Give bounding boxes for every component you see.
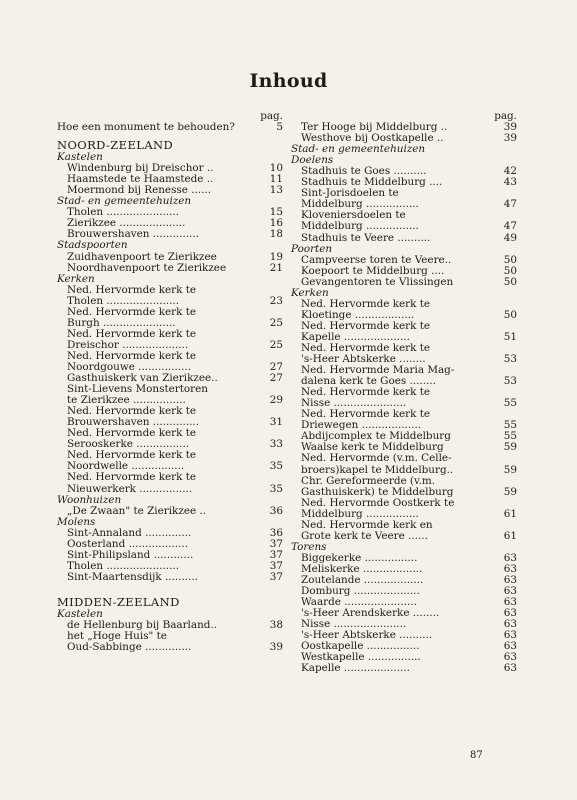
entry-page: 53 <box>503 375 517 388</box>
entry-title: Stadhuis te Goes .......... <box>301 165 427 178</box>
entry-title: Kapelle .................... <box>301 330 410 343</box>
entry-page: 63 <box>503 618 517 631</box>
entry-page: 51 <box>503 330 517 343</box>
toc-column-left <box>57 111 283 653</box>
toc-entry <box>291 465 517 476</box>
entry-page: 38 <box>269 618 283 631</box>
entry-title: „De Zwaan" te Zierikzee .. <box>67 504 207 517</box>
entry-title: Zierikzee .................... <box>67 217 186 230</box>
entry-page: 63 <box>503 596 517 609</box>
category-heading: Kerken <box>291 286 329 299</box>
entry-title: Ned. Hervormde kerk te <box>301 297 431 310</box>
entry-page: 63 <box>503 662 517 675</box>
entry-page: 35 <box>269 482 283 495</box>
entry-title: Kloetinge .................. <box>301 308 415 321</box>
entry-title: Ned. Hervormde kerk te <box>67 427 197 440</box>
entry-page: 53 <box>503 353 517 366</box>
entry-page: 55 <box>503 430 517 443</box>
entry-page: 63 <box>503 607 517 620</box>
entry-title: Brouwershaven .............. <box>67 228 200 241</box>
entry-page: 33 <box>269 438 283 451</box>
entry-page: 39 <box>269 641 283 654</box>
entry-page: 21 <box>269 261 283 274</box>
toc-entry <box>291 476 517 487</box>
entry-title: Ned. Hervormde kerk te <box>67 349 197 362</box>
entry-title: Koepoort te Middelburg .... <box>301 264 445 277</box>
entry-title: Campveerse toren te Veere.. <box>301 253 452 266</box>
entry-title: Westkapelle ................ <box>301 651 421 664</box>
toc-entry <box>291 255 517 266</box>
pag-header: pag. <box>260 110 283 122</box>
category-heading: Stad- en gemeentehuizen <box>57 195 192 208</box>
toc-entry <box>291 453 517 464</box>
entry-title: Zuidhavenpoort te Zierikzee <box>67 250 217 263</box>
toc-entry <box>57 642 283 653</box>
entry-page: 37 <box>269 559 283 572</box>
toc-entry <box>57 122 283 133</box>
entry-page: 43 <box>503 176 517 189</box>
entry-page: 55 <box>503 397 517 410</box>
entry-title: Driewegen .................. <box>301 419 422 432</box>
entry-page: 61 <box>503 507 517 520</box>
entry-title: Noordhavenpoort te Zierikzee <box>67 261 227 274</box>
entry-page: 63 <box>503 562 517 575</box>
entry-title: Moermond bij Renesse ...... <box>67 184 212 197</box>
entry-title: Westhove bij Oostkapelle .. <box>301 132 444 145</box>
entry-title: Middelburg ................ <box>301 507 419 520</box>
entry-page: 50 <box>503 308 517 321</box>
category-heading: Kastelen <box>57 607 103 620</box>
spacer <box>57 583 283 595</box>
entry-title: Tholen ...................... <box>67 294 180 307</box>
category-heading: Torens <box>291 540 327 553</box>
entry-page: 15 <box>269 206 283 219</box>
entry-title: Noordgouwe ................ <box>67 360 192 373</box>
entry-page: 35 <box>269 460 283 473</box>
entry-page: 63 <box>503 551 517 564</box>
entry-title: Tholen ...................... <box>67 206 180 219</box>
entry-title: de Hellenburg bij Baarland.. <box>67 618 218 631</box>
entry-title: Gasthuiskerk van Zierikzee.. <box>67 372 218 385</box>
entry-title: Kloveniersdoelen te <box>301 209 406 222</box>
entry-title: Ned. Hervormde kerk te <box>67 449 197 462</box>
entry-title: Dreischor .................... <box>67 338 189 351</box>
entry-title: Hoe een monument te behouden? <box>57 121 235 134</box>
category-heading: Doelens <box>291 154 334 167</box>
toc-entry <box>57 252 283 263</box>
category-heading: Woonhuizen <box>57 493 122 506</box>
toc-entry <box>57 472 283 483</box>
entry-page: 10 <box>269 162 283 175</box>
toc-entry <box>291 663 517 674</box>
entry-title: Oosterland .................. <box>67 537 189 550</box>
entry-title: Middelburg ................ <box>301 220 419 233</box>
category-heading: Poorten <box>291 242 333 255</box>
entry-title: het „Hoge Huis" te <box>67 630 167 643</box>
entry-title: Waalse kerk te Middelburg <box>301 441 444 454</box>
entry-page: 29 <box>269 394 283 407</box>
entry-title: Oostkapelle ................ <box>301 640 420 653</box>
toc-entry <box>57 263 283 274</box>
entry-title: Ned. Hervormde kerk te <box>67 305 197 318</box>
entry-title: Stadhuis te Veere .......... <box>301 231 431 244</box>
toc-entry <box>291 487 517 498</box>
entry-page: 27 <box>269 372 283 385</box>
entry-title: Ned. Hervormde kerk te <box>301 319 431 332</box>
toc-entry <box>291 233 517 244</box>
entry-page: 5 <box>276 121 283 134</box>
entry-page: 55 <box>503 419 517 432</box>
entry-title: 's-Heer Abtskerke .......... <box>301 629 433 642</box>
entry-page: 50 <box>503 253 517 266</box>
entry-title: Ned. Hervormde (v.m. Celle- <box>301 452 452 465</box>
entry-title: Serooskerke ................ <box>67 438 190 451</box>
entry-page: 11 <box>269 173 283 186</box>
entry-page: 19 <box>269 250 283 263</box>
entry-title: 's-Heer Arendskerke ........ <box>301 607 440 620</box>
region-heading: NOORD-ZEELAND <box>57 138 174 153</box>
entry-title: Brouwershaven .............. <box>67 416 200 429</box>
entry-title: Ned. Hervormde kerk te <box>301 408 431 421</box>
entry-title: Grote kerk te Veere ...... <box>301 529 428 542</box>
entry-title: Gasthuiskerk) te Middelburg <box>301 485 454 498</box>
entry-title: Ned. Hervormde kerk te <box>67 405 197 418</box>
entry-page: 47 <box>503 220 517 233</box>
entry-title: Ned. Hervormde kerk te <box>301 341 431 354</box>
category-heading: Kerken <box>57 272 95 285</box>
entry-page: 25 <box>269 316 283 329</box>
entry-title: Ned. Hervormde kerk te <box>301 386 431 399</box>
entry-page: 25 <box>269 338 283 351</box>
entry-page: 50 <box>503 264 517 277</box>
entry-title: Domburg .................... <box>301 585 420 598</box>
entry-page: 36 <box>269 504 283 517</box>
entry-title: Biggekerke ................ <box>301 551 418 564</box>
page-number: 87 <box>470 750 483 761</box>
entry-page: 31 <box>269 416 283 429</box>
entry-title: broers)kapel te Middelburg.. <box>301 463 454 476</box>
category-heading: Stadspoorten <box>57 239 128 252</box>
entry-title: Ter Hooge bij Middelburg .. <box>301 121 448 134</box>
entry-page: 50 <box>503 275 517 288</box>
entry-title: dalena kerk te Goes ........ <box>301 375 436 388</box>
page-title: Inhoud <box>249 70 328 92</box>
entry-page: 23 <box>269 294 283 307</box>
entry-title: Sint-Philipsland ............ <box>67 548 194 561</box>
entry-title: Sint-Annaland .............. <box>67 526 192 539</box>
entry-title: Haamstede te Haamstede .. <box>67 173 214 186</box>
entry-title: Oud-Sabbinge .............. <box>67 641 192 654</box>
entry-title: te Zierikzee ................ <box>67 394 186 407</box>
entry-page: 42 <box>503 165 517 178</box>
toc-entry <box>291 221 517 232</box>
pag-header: pag. <box>494 110 517 122</box>
toc-entry <box>57 484 283 495</box>
entry-title: Kapelle .................... <box>301 662 410 675</box>
entry-title: Nisse ...................... <box>301 397 407 410</box>
entry-title: Chr. Gereformeerde (v.m. <box>301 474 436 487</box>
entry-page: 63 <box>503 573 517 586</box>
entry-title: Abdijcomplex te Middelburg <box>301 430 451 443</box>
entry-page: 39 <box>503 132 517 145</box>
entry-title: Ned. Hervormde kerk te <box>67 283 197 296</box>
entry-title: Sint-Lievens Monstertoren <box>67 383 208 396</box>
entry-page: 37 <box>269 537 283 550</box>
entry-title: Ned. Hervormde kerk te <box>67 471 197 484</box>
toc-list <box>57 122 283 653</box>
toc-entry <box>57 572 283 583</box>
entry-title: Nisse ...................... <box>301 618 407 631</box>
entry-page: 63 <box>503 585 517 598</box>
entry-page: 59 <box>503 463 517 476</box>
entry-page: 13 <box>269 184 283 197</box>
entry-title: Sint-Jorisdoelen te <box>301 187 399 200</box>
entry-page: 16 <box>269 217 283 230</box>
entry-page: 59 <box>503 441 517 454</box>
entry-title: Ned. Hervormde Maria Mag- <box>301 364 455 377</box>
entry-title: Sint-Maartensdijk .......... <box>67 570 198 583</box>
category-heading: Molens <box>57 515 96 528</box>
category-heading: Stad- en gemeentehuizen <box>291 143 426 156</box>
entry-page: 36 <box>269 526 283 539</box>
entry-title: Middelburg ................ <box>301 198 419 211</box>
entry-title: Windenburg bij Dreischor .. <box>67 162 214 175</box>
entry-title: Zoutelande .................. <box>301 573 424 586</box>
entry-title: Tholen ...................... <box>67 559 180 572</box>
entry-page: 49 <box>503 231 517 244</box>
entry-page: 63 <box>503 651 517 664</box>
entry-title: Gevangentoren te Vlissingen <box>301 275 454 288</box>
category-heading: Kastelen <box>57 151 103 164</box>
entry-page: 61 <box>503 529 517 542</box>
toc-list <box>291 122 517 674</box>
entry-page: 37 <box>269 548 283 561</box>
entry-page: 27 <box>269 360 283 373</box>
region-heading: MIDDEN-ZEELAND <box>57 594 180 609</box>
entry-page: 47 <box>503 198 517 211</box>
entry-title: Ned. Hervormde kerk en <box>301 518 433 531</box>
entry-title: Ned. Hervormde kerk te <box>67 327 197 340</box>
entry-title: Meliskerke .................. <box>301 562 423 575</box>
entry-title: Ned. Hervormde Oostkerk te <box>301 496 455 509</box>
entry-page: 63 <box>503 640 517 653</box>
entry-title: Burgh ...................... <box>67 316 176 329</box>
entry-page: 37 <box>269 570 283 583</box>
toc-column-right <box>291 111 517 674</box>
entry-title: Nieuwerkerk ................ <box>67 482 193 495</box>
entry-title: Stadhuis te Middelburg .... <box>301 176 443 189</box>
entry-title: 's-Heer Abtskerke ........ <box>301 353 426 366</box>
entry-page: 59 <box>503 485 517 498</box>
toc-entry <box>57 506 283 517</box>
entry-title: Waarde ...................... <box>301 596 417 609</box>
entry-page: 63 <box>503 629 517 642</box>
entry-title: Noordwelle ................ <box>67 460 185 473</box>
entry-page: 39 <box>503 121 517 134</box>
entry-page: 18 <box>269 228 283 241</box>
